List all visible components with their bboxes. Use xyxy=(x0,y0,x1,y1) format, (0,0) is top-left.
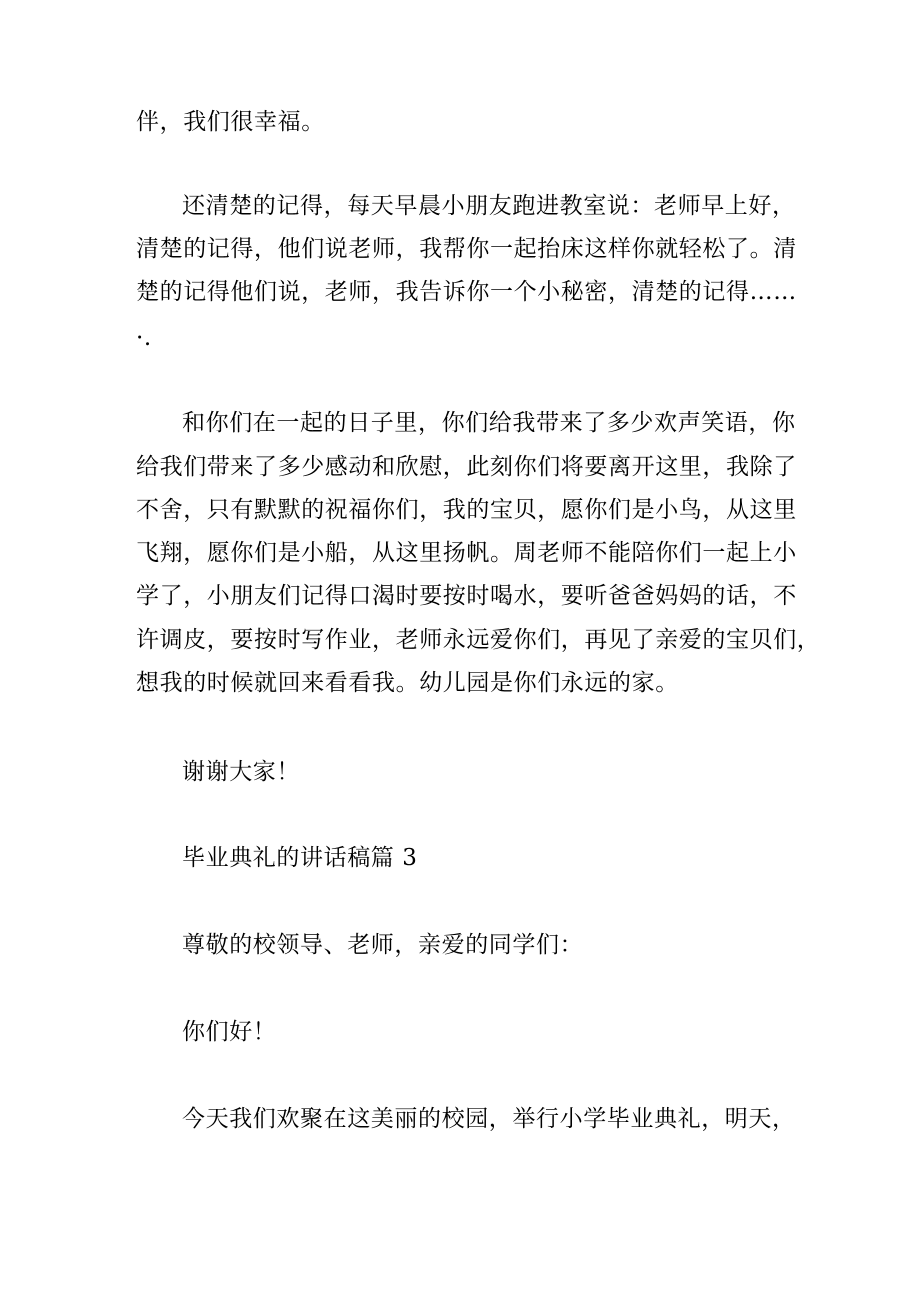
paragraph-line: 不舍，只有默默的祝福你们，我的宝贝，愿你们是小鸟，从这里 xyxy=(136,497,797,523)
closing-thanks: 谢谢大家！ xyxy=(182,759,300,785)
section-title: 毕业典礼的讲话稿篇 3 xyxy=(182,845,418,871)
paragraph-line: 学了，小朋友们记得口渴时要按时喝水，要听爸爸妈妈的话，不 xyxy=(136,583,797,609)
paragraph-line: 飞翔，愿你们是小船，从这里扬帆。周老师不能陪你们一起上小 xyxy=(136,540,797,566)
salutation: 尊敬的校领导、老师，亲爱的同学们： xyxy=(182,932,584,958)
paragraph-line: 伴，我们很幸福。 xyxy=(136,109,325,135)
paragraph-line: 今天我们欢聚在这美丽的校园，举行小学毕业典礼，明天， xyxy=(182,1106,796,1132)
paragraph-line: 想我的时候就回来看看我。幼儿园是你们永远的家。 xyxy=(136,670,679,696)
paragraph-line: 和你们在一起的日子里，你们给我带来了多少欢声笑语，你 xyxy=(182,410,796,436)
paragraph-line: 给我们带来了多少感动和欣慰，此刻你们将要离开这里，我除了 xyxy=(136,454,797,480)
greeting: 你们好！ xyxy=(182,1019,277,1045)
paragraph-line: 楚的记得他们说，老师，我告诉你一个小秘密，清楚的记得…… xyxy=(136,279,797,305)
paragraph-line: 清楚的记得，他们说老师，我帮你一起抬床这样你就轻松了。清 xyxy=(136,236,797,262)
paragraph-line: 还清楚的记得，每天早晨小朋友跑进教室说：老师早上好， xyxy=(182,193,796,219)
paragraph-line: ·. xyxy=(136,325,152,351)
paragraph-line: 许调皮，要按时写作业，老师永远爱你们，再见了亲爱的宝贝们， xyxy=(136,627,821,653)
